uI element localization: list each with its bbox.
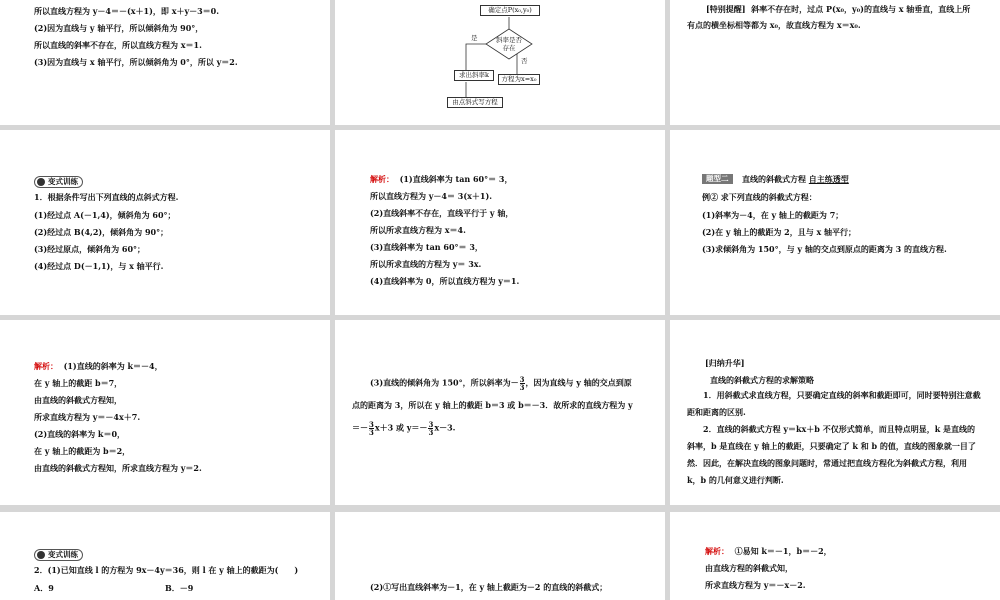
example-item: (2)在 y 轴上的截距为 2，且与 x 轴平行； <box>702 227 857 237</box>
question-item: (2)经过点 B(4,2)，倾斜角为 90°； <box>34 227 169 237</box>
slide-1 <box>0 0 330 125</box>
option-b: B．－9 <box>165 583 194 593</box>
solution-line <box>370 376 632 391</box>
slide-5-solution <box>335 130 665 315</box>
solution-line: 所求直线方程为 y＝－x－2. <box>705 580 806 590</box>
decision-line: 斜率是否 <box>496 36 522 44</box>
slide-8-solution-cont <box>335 320 665 505</box>
flow-final-box: 由点斜式写方程 <box>447 97 503 108</box>
jiexi-label: 解析： <box>705 546 729 556</box>
jiexi-label: 解析： <box>370 174 394 184</box>
solution-text: ，因为直线与 y 轴的交点到原 <box>525 377 632 388</box>
summary-title: 直线的斜截式方程的求解策略 <box>710 375 814 385</box>
frac-denominator: 3 <box>428 428 434 437</box>
topic-title-row <box>742 174 849 184</box>
frac-numerator: 3 <box>519 375 525 384</box>
solution-line: 所求直线方程为 y＝－4x＋7. <box>34 412 141 422</box>
solution-first-line <box>705 546 832 556</box>
flow-decision-text <box>495 36 523 52</box>
solution-text: (1)直线斜率为 tan 60°＝ 3， <box>399 174 513 184</box>
variant-training-tag <box>34 549 83 561</box>
tip-label: [特别提醒] <box>706 4 746 14</box>
slide-9-summary <box>670 320 1000 505</box>
solution-line: 由直线的斜截式方程知， <box>34 395 122 405</box>
decision-line: 存在 <box>502 44 516 52</box>
solution-line: (4)直线斜率为 0，所以直线方程为 y＝1. <box>370 276 520 286</box>
frac-numerator: 3 <box>428 420 434 429</box>
slide-3-tip <box>670 0 1000 125</box>
solution-line: 所以所求直线方程为 x＝4. <box>370 225 466 235</box>
question-item: (1)经过点 A(－1,4)，倾斜角为 60°； <box>34 210 176 220</box>
solution-line: 点的距离为 3，所以在 y 轴上的截距 b＝3 或 b＝－3．故所求的直线方程为 y <box>352 400 633 410</box>
fraction <box>369 421 374 436</box>
flow-start-box: 确定点P(x₀,y₀) <box>480 5 540 16</box>
frac-numerator: 3 <box>369 420 374 429</box>
tag-icon <box>37 551 45 559</box>
tag-icon <box>37 178 45 186</box>
tag-label: 变式训练 <box>48 550 78 559</box>
variant-training-tag <box>34 176 83 188</box>
solution-first-line <box>370 174 512 184</box>
solution-line <box>352 421 455 436</box>
solution-line: (2)直线的斜率为 k＝0， <box>34 429 126 439</box>
solution-line: 在 y 轴上的截距为 b＝2， <box>34 446 131 456</box>
slide-11-question <box>335 512 665 600</box>
fraction <box>520 376 525 391</box>
text-line: (3)因为直线与 x 轴平行，所以倾斜角为 0°，所以 y＝2. <box>34 57 238 67</box>
frac-denominator: 3 <box>369 428 374 437</box>
frac-denominator: 3 <box>519 383 525 392</box>
flow-vertical-box: 方程为x=x₀ <box>498 74 540 85</box>
tag-label: 变式训练 <box>48 177 78 186</box>
text-line: 所以直线方程为 y－4＝－(x＋1)，即 x＋y－3＝0. <box>34 6 220 16</box>
example-row <box>702 192 817 202</box>
slide-10-exercise <box>0 512 330 600</box>
flow-slope-box: 求出斜率k <box>454 70 494 81</box>
question-text: (2)①写出直线斜率为－1，在 y 轴上截距为－2 的直线的斜截式； <box>370 582 608 592</box>
solution-line: (2)直线斜率不存在，直线平行于 y 轴， <box>370 208 514 218</box>
question-title: 1．根据条件写出下列直线的点斜式方程. <box>34 192 179 202</box>
slide-4-exercise <box>0 130 330 315</box>
fraction <box>428 421 433 436</box>
flow-no-label: 否 <box>521 57 528 65</box>
solution-text: x－3. <box>434 422 456 433</box>
topic-subtitle: 自主练透型 <box>808 174 849 184</box>
slide-12-solution <box>670 512 1000 600</box>
tip-line-2: 有点的横坐标相等都为 x₀，故直线方程为 x＝x₀. <box>687 20 861 30</box>
question-item: (3)经过原点，倾斜角为 60°； <box>34 244 146 254</box>
example-item: (1)斜率为－4，在 y 轴上的截距为 7； <box>702 210 844 220</box>
example-text: 求下列直线的斜截式方程： <box>720 192 817 202</box>
summary-paragraph-2: 2．直线的斜截式方程 y＝kx＋b 不仅形式简单，而且特点明显，k 是直线的斜率，b 是直线在 y 轴上的截距，只要确定了 k 和 b 的值，直线的图象就一目了然．因此，在解决直线的图象问题时，常通过把直线方程化为斜截式方程，利用 k，b 的几何意义进行判断. <box>687 424 976 485</box>
solution-line: 由直线方程的斜截式知， <box>705 563 793 573</box>
option-a: A．9 <box>34 583 54 593</box>
solution-text: (3)直线的倾斜角为 150°，所以斜率为－ <box>370 377 519 388</box>
solution-text: x＋3 或 y＝－ <box>374 422 428 433</box>
topic-badge: 题型二 <box>702 174 733 184</box>
solution-line: 在 y 轴上的截距 b＝7， <box>34 378 123 388</box>
jiexi-label: 解析： <box>34 361 58 371</box>
topic-title: 直线的斜截式方程 <box>742 174 806 184</box>
slide-2-flowchart <box>335 0 665 125</box>
summary-label: [归纳升华] <box>705 358 745 368</box>
example-label: 例② <box>702 192 718 202</box>
solution-text: ①易知 k＝－1，b＝－2， <box>734 546 832 556</box>
tip-line-1 <box>706 4 970 14</box>
solution-text: (1)直线的斜率为 k＝－4， <box>63 361 163 371</box>
summary-paragraph-1: 1．用斜截式求直线方程，只要确定直线的斜率和截距即可，同时要特别注意截距和距离的区别. <box>687 390 981 417</box>
text-line: (2)因为直线与 y 轴平行，所以倾斜角为 90°， <box>34 23 204 33</box>
solution-line: (3)直线斜率为 tan 60°＝ 3， <box>370 242 483 252</box>
solution-line: 所以直线方程为 y－4＝ 3(x＋1). <box>370 191 493 201</box>
solution-line: 所以所求直线的方程为 y＝ 3x. <box>370 259 482 269</box>
example-item: (3)求倾斜角为 150°，与 y 轴的交点到原点的距离为 3 的直线方程. <box>702 244 947 254</box>
slide-6-topic <box>670 130 1000 315</box>
question-item: (4)经过点 D(－1,1)，与 x 轴平行. <box>34 261 164 271</box>
slide-7-solution <box>0 320 330 505</box>
tip-text: 斜率不存在时，过点 P(x₀，y₀)的直线与 x 轴垂直，直线上所 <box>751 4 971 14</box>
question-text: 2．(1)已知直线 l 的方程为 9x－4y＝36，则 l 在 y 轴上的截距为( ) <box>34 565 299 575</box>
solution-line: 由直线的斜截式方程知，所求直线方程为 y＝2. <box>34 463 202 473</box>
solution-text: ＝－ <box>352 422 368 433</box>
solution-first-line <box>34 361 163 371</box>
text-line: 所以直线的斜率不存在，所以直线方程为 x＝1. <box>34 40 202 50</box>
flow-yes-label: 是 <box>471 34 478 42</box>
